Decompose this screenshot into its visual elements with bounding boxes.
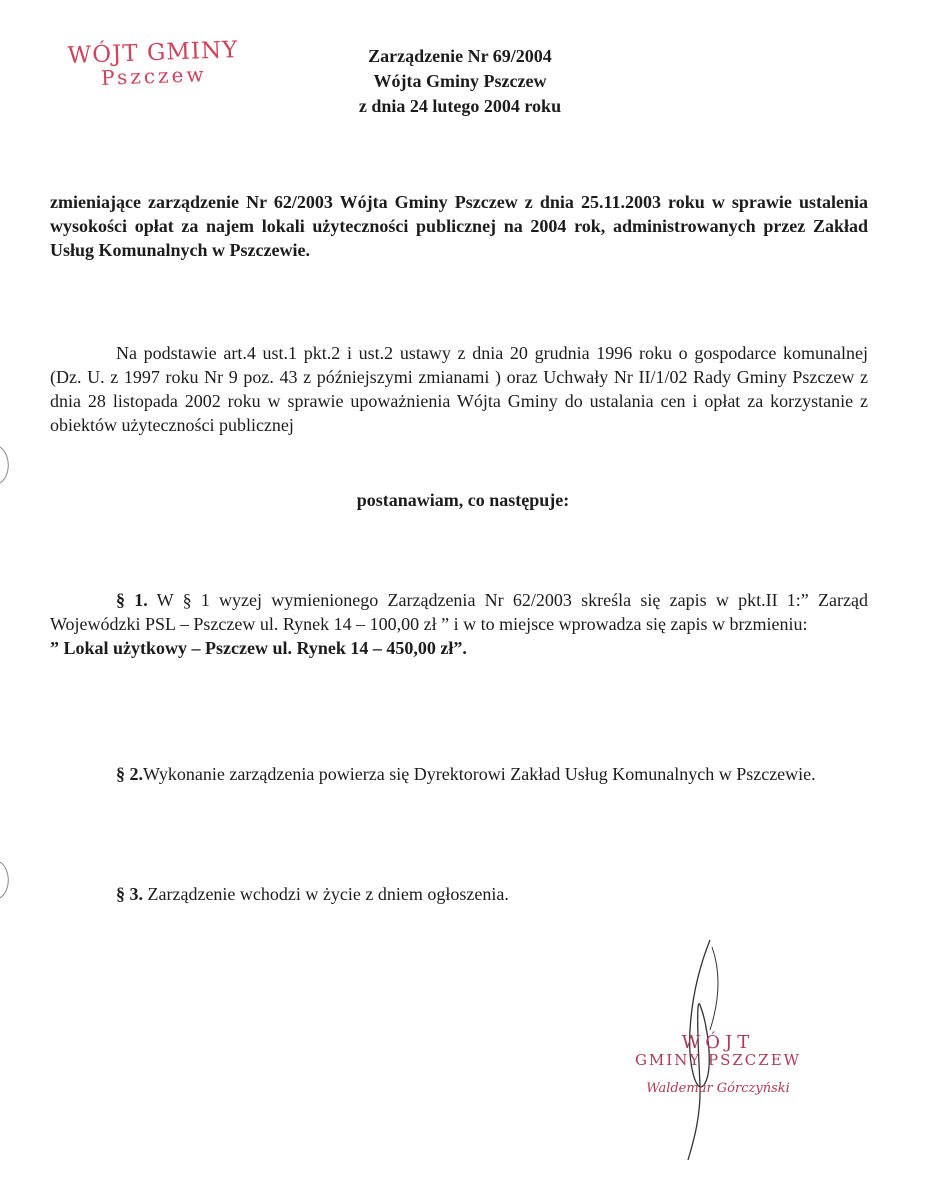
signature-stamp xyxy=(618,1032,818,1096)
office-stamp-line1: WÓJT GMINY xyxy=(67,37,239,69)
section-1 xyxy=(50,588,868,660)
section-3 xyxy=(50,882,868,906)
office-stamp xyxy=(67,37,239,91)
punch-hole-mark xyxy=(0,860,14,900)
section-2-number: § 2. xyxy=(116,764,143,784)
section-2 xyxy=(50,762,868,786)
section-1-new-entry: ” Lokal użytkowy – Pszczew ul. Rynek 14 – 450,00 zł”. xyxy=(50,638,467,658)
signature-stamp-line2: GMINY PSZCZEW xyxy=(634,1051,802,1069)
document-subject: zmieniające zarządzenie Nr 62/2003 Wójta Gminy Pszczew z dnia 25.11.2003 roku w sprawie ustalenia wysokości opłat za najem lokali użyteczności publicznej na 2004 rok, administrowanych przez Zakład Usług Komunalnych w Pszczewie. xyxy=(50,192,868,260)
section-3-text: Zarządzenie wchodzi w życie z dniem ogłoszenia. xyxy=(143,884,509,904)
section-1-text: W § 1 wyzej wymienionego Zarządzenia Nr 62/2003 skreśla się zapis w pkt.II 1:” Zarząd Wojewódzki PSL – Pszczew ul. Rynek 14 – 100,00 zł ” i w to miejsce wprowadza się zapis w brzmieniu: xyxy=(50,590,868,634)
section-2-text: Wykonanie zarządzenia powierza się Dyrektorowi Zakład Usług Komunalnych w Pszczewie. xyxy=(143,764,816,784)
section-1-number: § 1. xyxy=(116,590,148,610)
signatory-name: Waldemar Górczyński xyxy=(646,1081,790,1096)
document-header xyxy=(300,44,620,119)
punch-hole-mark xyxy=(0,445,14,485)
issuer: Wójta Gminy Pszczew xyxy=(373,71,547,91)
office-stamp-line2: Pszczew xyxy=(100,62,207,90)
signature-stamp-line1: WÓJT xyxy=(681,1032,755,1053)
section-3-number: § 3. xyxy=(116,884,143,904)
order-date: z dnia 24 lutego 2004 roku xyxy=(358,96,562,116)
order-number: Zarządzenie Nr 69/2004 xyxy=(368,46,552,66)
decision-heading: postanawiam, co następuje: xyxy=(356,490,570,510)
legal-basis-paragraph: Na podstawie art.4 ust.1 pkt.2 i ust.2 ustawy z dnia 20 grudnia 1996 roku o gospodarce komunalnej (Dz. U. z 1997 roku Nr 9 poz. 43 z późniejszymi zmianami ) oraz Uchwały Nr II/1/02 Rady Gminy Pszczew z dnia 28 listopada 2002 roku w sprawie upoważnienia Wójta Gminy do ustalania cen i opłat za korzystanie z obiektów użyteczności publicznej xyxy=(50,343,868,435)
